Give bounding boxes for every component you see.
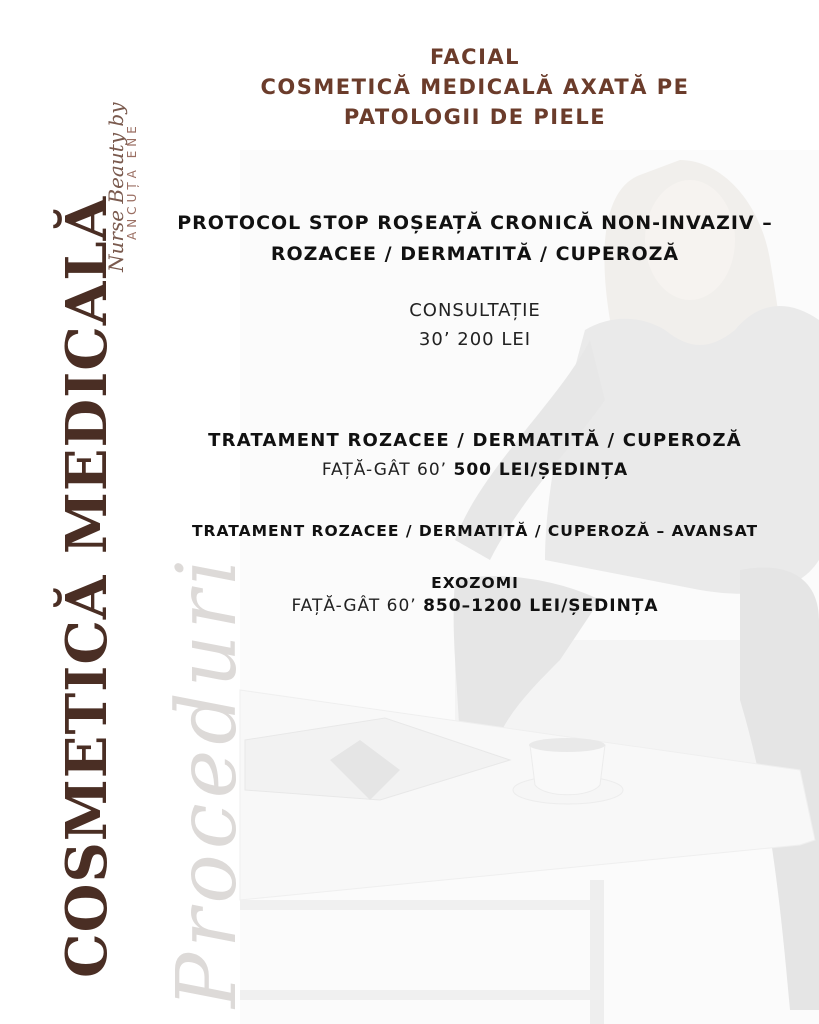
treatment-basic-price-line [130,456,819,485]
treatment-basic-block [130,426,819,485]
brand-name: ANCUȚA ENE [125,122,139,240]
treatment-advanced-price: 850–1200 LEI/ȘEDINȚA [423,596,659,616]
treatment-advanced-block [130,516,819,546]
exosomes-block [130,568,819,621]
brand-script-logo: Nurse Beauty by [104,102,128,272]
protocol-line-1: PROTOCOL STOP ROȘEAȚĂ CRONICĂ NON-INVAZIV – [177,212,773,234]
treatment-basic-price: 500 LEI/ȘEDINȚA [453,460,629,480]
page-heading [130,42,819,132]
consultation-price: 30’ 200 LEI [418,329,532,350]
heading-line-1: FACIAL [429,45,521,69]
treatment-basic-detail: FAȚĂ-GÂT 60’ [321,460,448,480]
consultation-block [130,296,819,354]
protocol-title [130,208,819,270]
heading-line-2: COSMETICĂ MEDICALĂ AXATĂ PE [260,75,690,99]
heading-line-3: PATOLOGII DE PIELE [343,105,607,129]
consultation-label: CONSULTAȚIE [409,300,541,321]
treatment-advanced-price-line [130,592,819,621]
treatment-advanced-detail: FAȚĂ-GÂT 60’ [291,596,417,616]
treatment-advanced-title: TRATAMENT ROZACEE / DERMATITĂ / CUPEROZĂ – AVANSAT [191,522,759,540]
procedures-script-watermark: Proceduri [160,554,255,1008]
treatment-basic-title: TRATAMENT ROZACEE / DERMATITĂ / CUPEROZĂ [208,430,742,451]
treatment-advanced-subtitle: EXOZOMI [431,574,519,592]
protocol-line-2: ROZACEE / DERMATITĂ / CUPEROZĂ [270,243,680,265]
vertical-category-title: COSMETICĂ MEDICALĂ [54,195,120,978]
